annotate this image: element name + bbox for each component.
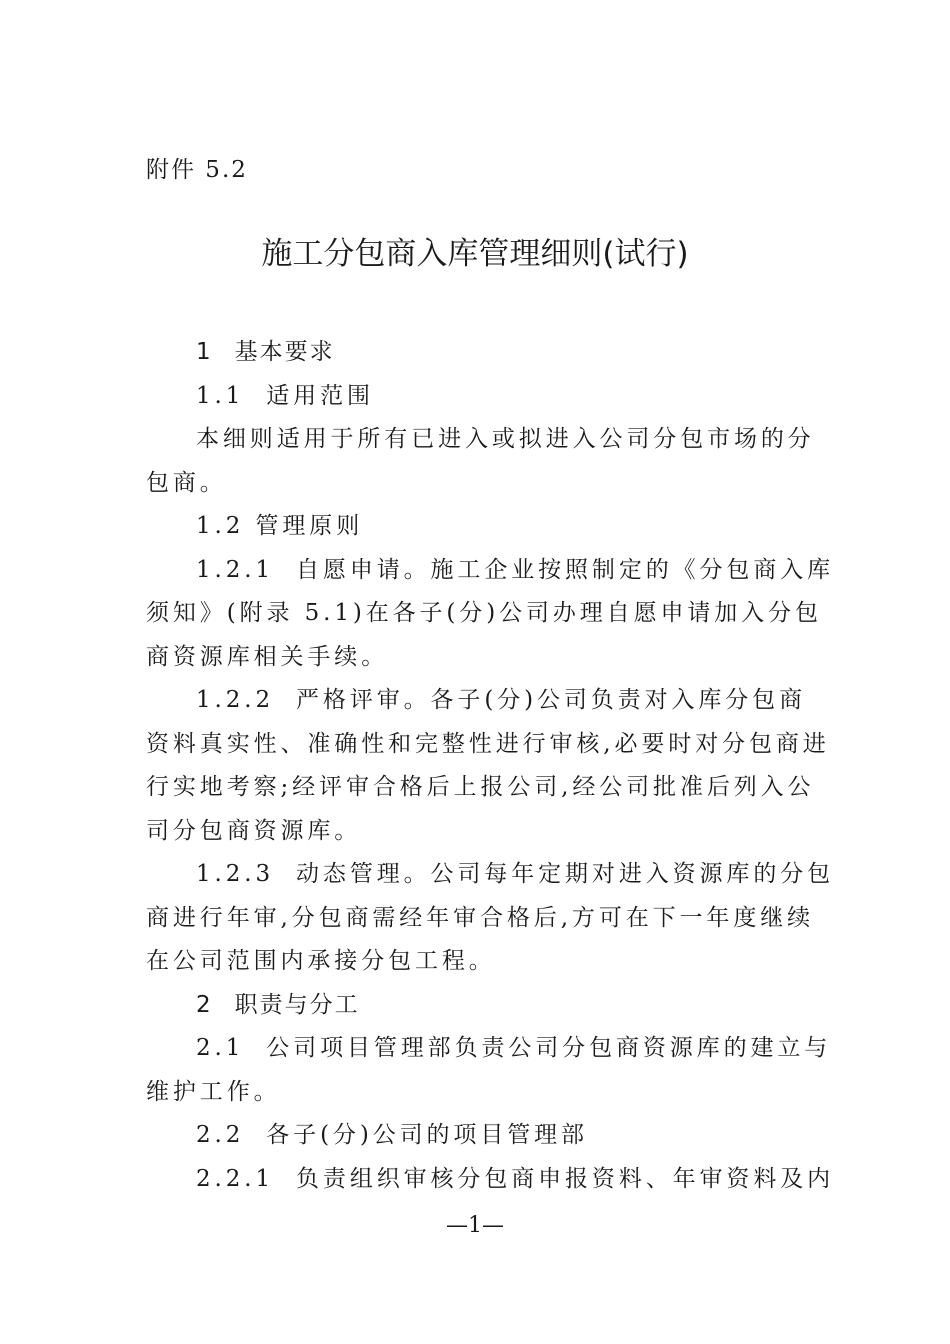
paragraph-line: 须知》(附录 5.1)在各子(分)公司办理自愿申请加入分包 <box>146 600 822 626</box>
section-heading-2 <box>146 984 826 1028</box>
clause-line <box>146 549 835 593</box>
section-number: 1 <box>196 339 213 365</box>
clause-number: 2.1 <box>196 1035 245 1061</box>
clause-text: 各子(分)公司的项目管理部 <box>266 1122 588 1148</box>
clause-text: 严格评审。各子(分)公司负责对入库分包商 <box>296 687 806 713</box>
subsection-heading: 1.2 管理原则 <box>196 513 364 539</box>
document-body <box>146 331 835 1201</box>
paragraph-line: 包商。 <box>146 469 227 496</box>
clause-line <box>146 1158 835 1202</box>
section-title: 适用范围 <box>266 382 374 409</box>
clause-number: 1.2.1 <box>196 556 275 583</box>
clause-number: 2.2.1 <box>196 1165 275 1192</box>
section-title: 职责与分工 <box>234 991 360 1018</box>
paragraph-line: 维护工作。 <box>146 1078 281 1105</box>
paragraph-line: 行实地考察;经评审合格后上报公司,经公司批准后列入公 <box>146 774 815 800</box>
clause-line <box>146 679 826 723</box>
clause-text: 动态管理。公司每年定期对进入资源库的分包 <box>296 861 835 887</box>
section-title: 基本要求 <box>234 339 335 365</box>
clause-number: 1.2.3 <box>196 861 275 887</box>
clause-text: 公司项目管理部负责公司分包商资源库的建立与 <box>266 1035 832 1061</box>
attachment-label: 附件 5.2 <box>146 157 248 183</box>
clause-line <box>146 853 835 897</box>
paragraph-line: 本细则适用于所有已进入或拟进入公司分包市场的分 <box>196 426 815 452</box>
clause-text: 自愿申请。施工企业按照制定的《分包商入库 <box>296 556 835 583</box>
clause-line <box>146 1027 832 1071</box>
document-title: 施工分包商入库管理细则(试行) <box>261 236 689 272</box>
paragraph-line: 商进行年审,分包商需经年审合格后,方可在下一年度继续 <box>146 904 815 931</box>
paragraph-line: 商资源库相关手续。 <box>146 643 389 670</box>
paragraph-line: 在公司范围内承接分包工程。 <box>146 948 496 974</box>
section-number: 2 <box>196 991 213 1018</box>
page-number: —1— <box>446 1213 504 1238</box>
paragraph-line: 司分包商资源库。 <box>146 817 362 844</box>
subsection-heading <box>146 375 826 419</box>
clause-number: 2.2 <box>196 1122 245 1148</box>
clause-text: 负责组织审核分包商申报资料、年审资料及内 <box>296 1165 835 1192</box>
clause-line <box>146 1114 826 1158</box>
paragraph-line: 资料真实性、准确性和完整性进行审核,必要时对分包商进 <box>146 730 830 757</box>
clause-number: 1.2.2 <box>196 687 275 713</box>
section-number: 1.1 <box>196 382 245 409</box>
section-heading-1 <box>146 331 826 375</box>
